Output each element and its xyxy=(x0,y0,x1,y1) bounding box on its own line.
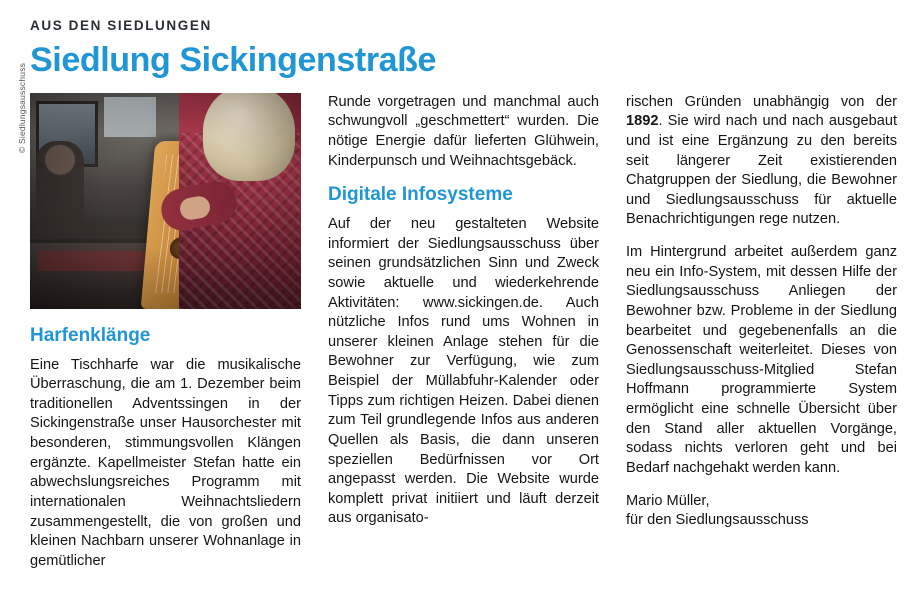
year-highlight: 1892 xyxy=(626,113,659,130)
section-kicker: AUS DEN SIEDLUNGEN xyxy=(30,18,212,33)
column-one xyxy=(17,62,301,572)
article-columns xyxy=(17,62,897,572)
paragraph-col2-1: Runde vorgetragen und manchmal auch schwungvoll „geschmettert“ wurden. Die nötige Energie dafür lieferten Glühwein, Kinderpunsch und Weihnachtsgebäck. xyxy=(328,93,599,169)
photo-credit: © Siedlungsausschuss xyxy=(17,62,27,153)
column-three xyxy=(626,93,897,531)
column-two xyxy=(328,93,599,529)
subheading-digitale-infosysteme: Digitale Infosysteme xyxy=(328,184,513,206)
paragraph-col3-1-post: . Sie wird nach und nach ausgebaut und ist eine Ergänzung zu den bereits seit längerer Zeit existierenden Chatgruppen der Siedlung, die Bewohner und Siedlungsausschuss für aktuelle Benachrichtigungen rege nutzen. xyxy=(626,113,897,228)
signature-role: für den Siedlungsausschuss xyxy=(626,512,809,529)
page-title: Siedlung Sickingenstraße xyxy=(30,41,437,79)
paragraph-col3-1 xyxy=(626,93,897,230)
paragraph-col3-1-pre: rischen Gründen unabhängig von der xyxy=(626,93,897,110)
paragraph-col2-2: Auf der neu gestalteten Website informiert der Siedlungsausschuss über seinen grundsätzlichen Sinn und Zweck sowie aktuelle und wiederkehrende Aktivitäten: www.sickingen.de. Auch nützliche Infos rund ums Wohnen in unserer kleinen Anlage stehen für die Bewohner zur Verfügung, wie zum Beispiel der Müllabfuhr-Kalender oder Tipps zum richtigen Heizen. Dabei dienen zum Teil grundlegende Infos aus anderen Quellen als Basis, die dann unseren speziellen Bedürfnissen vor Ort angepasst werden. Die Website wurde komplett privat initiiert und läuft derzeit aus organisato- xyxy=(328,216,599,527)
harp-player-photo xyxy=(30,93,301,309)
paragraph-col1-1: Eine Tischharfe war die musikalische Überraschung, die am 1. Dezember beim traditionellen Adventssingen in der Sickingenstraße unser Hausorchester mit besonderen, stimmungsvollen Klängen ergänzte. Kapellmeister Stefan hatte ein abwechslungsreiches Programm mit internationalen Weihnachtsliedern zusammengestellt, die von großen und kleinen Nachbarn unserer Wohnanlage in gemütlicher xyxy=(30,356,301,569)
photo-vignette xyxy=(30,93,301,309)
signature-name: Mario Müller, xyxy=(626,492,710,509)
subheading-harfenklaenge: Harfenklänge xyxy=(30,324,151,346)
paragraph-col3-2: Im Hintergrund arbeitet außerdem ganz neu ein Info-System, mit dessen Hilfe der Siedlungsausschuss Anliegen der Bewohner bzw. Probleme in der Siedlung bearbeitet und gegebenenfalls an die Genossenschaft weiterleitet. Dieses von Siedlungsausschuss-Mitglied Stefan Hoffmann programmierte System ermöglicht eine schnelle Übersicht über den Stand aller aktuellen Vorgänge, sodass nichts verloren geht und bei Bedarf nachgehakt werden kann. xyxy=(626,244,897,476)
article-figure xyxy=(17,62,301,309)
